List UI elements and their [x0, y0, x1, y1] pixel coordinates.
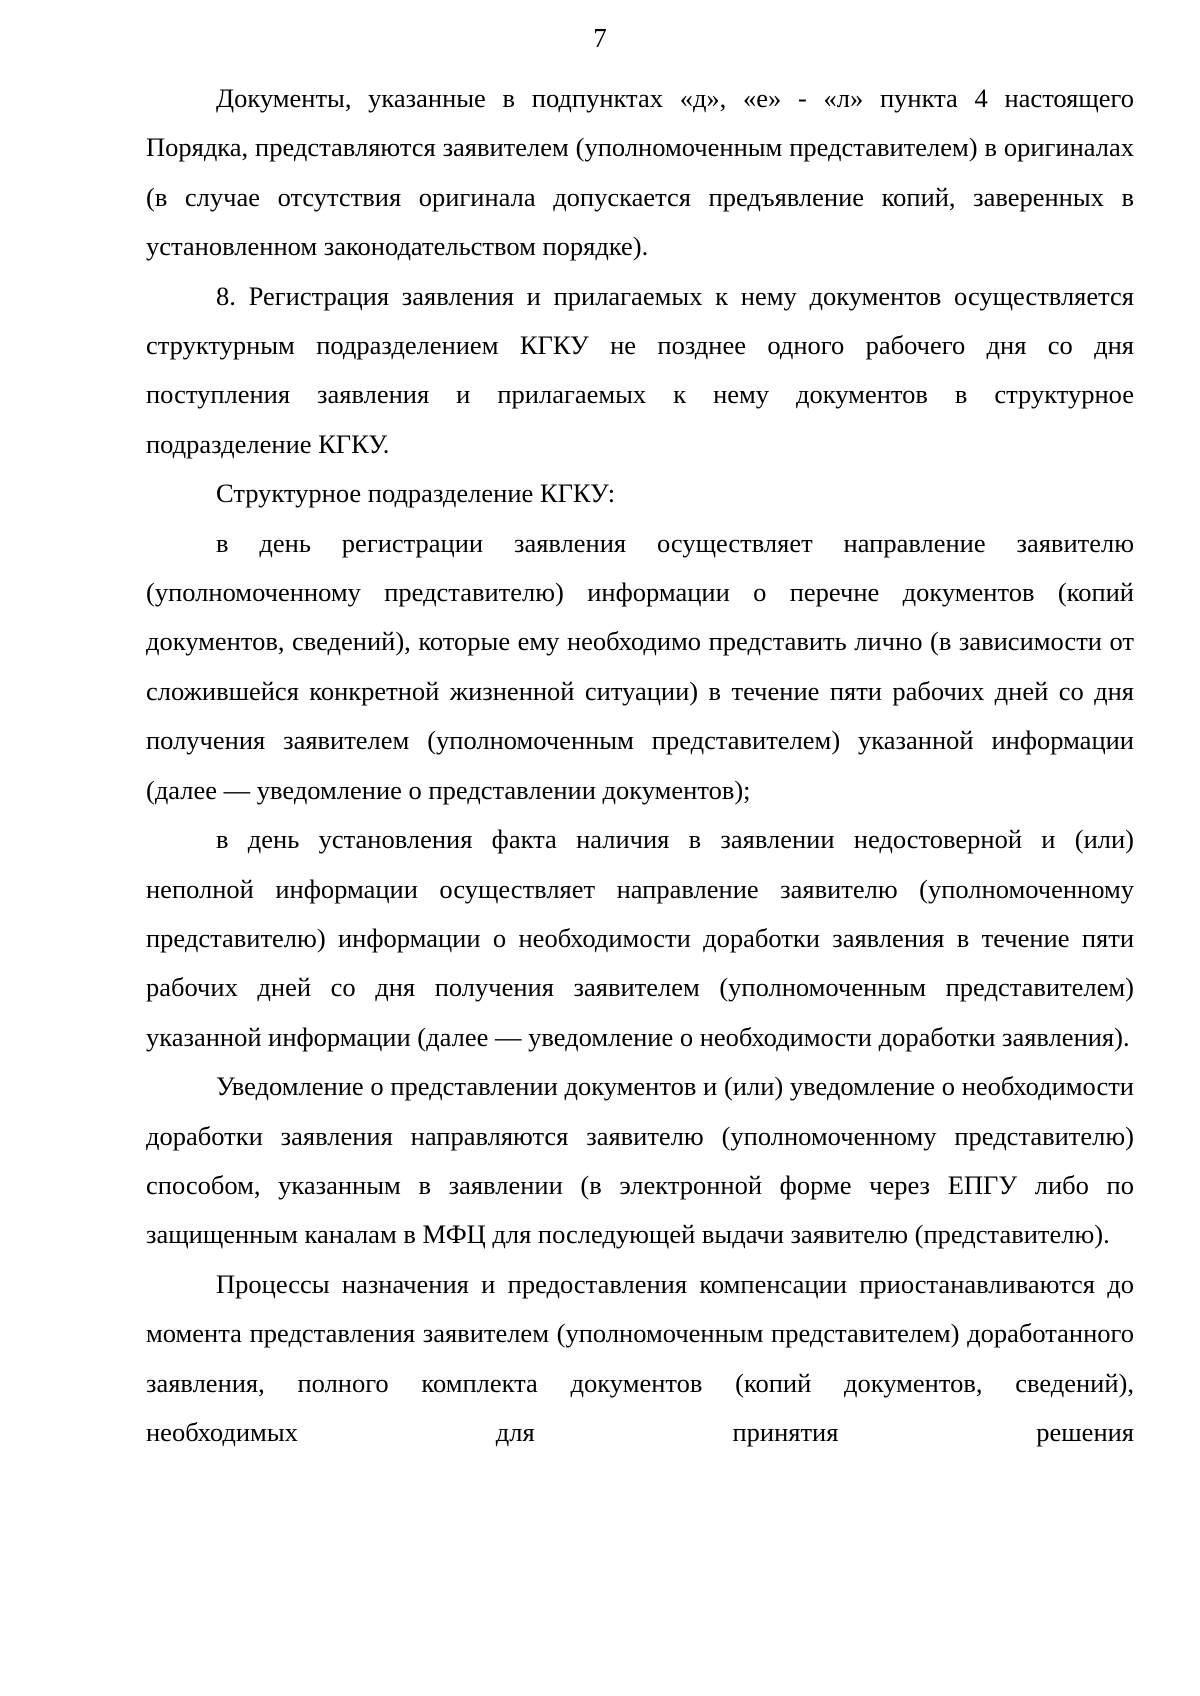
paragraph-incomplete-information-notice: в день установления факта наличия в заявлении недостоверной и (или) неполной информации осуществляет направление заявителю (уполномоченному представителю) информации о необходимости доработки заявления в течение пяти рабочих дней со дня получения заявителем (уполномоченным представителем) указанной информации (далее — уведомление о необходимости доработки заявления).	[146, 824, 1134, 1052]
paragraph-original-documents: Документы, указанные в подпунктах «д», «е» - «л» пункта 4 настоящего Порядка, представляются заявителем (уполномоченным представителем) в оригиналах (в случае отсутствия оригинала допускается предъявление копий, заверенных в установленном законодательством порядке).	[146, 83, 1134, 262]
paragraph-processes-suspended: Процессы назначения и предоставления компенсации приостанавливаются до момента представления заявителем (уполномоченным представителем) доработанного заявления, полного комплекта документов (копий документов, сведений), необходимых для принятия решения	[146, 1268, 1134, 1447]
page-number: 7	[593, 23, 607, 53]
paragraph-registration: 8. Регистрация заявления и прилагаемых к нему документов осуществляется структурным подразделением КГКУ не позднее одного рабочего дня со дня поступления заявления и прилагаемых к нему документов в структурное подразделение КГКУ.	[146, 280, 1134, 459]
paragraph-registration-day-notice: в день регистрации заявления осуществляет направление заявителю (уполномоченному представителю) информации о перечне документов (копий документов, сведений), которые ему необходимо представить лично (в зависимости от сложившейся конкретной жизненной ситуации) в течение пяти рабочих дней со дня получения заявителем (уполномоченным представителем) указанной информации (далее — уведомление о представлении документов);	[146, 527, 1134, 805]
paragraph-notice-delivery: Уведомление о представлении документов и (или) уведомление о необходимости доработки заявления направляются заявителю (уполномоченному представителю) способом, указанным в заявлении (в электронной форме через ЕПГУ либо по защищенным каналам в МФЦ для последующей выдачи заявителю (представителю).	[146, 1071, 1134, 1250]
paragraph-structural-unit: Структурное подразделение КГКУ:	[216, 478, 616, 509]
document-body	[146, 74, 1134, 1457]
